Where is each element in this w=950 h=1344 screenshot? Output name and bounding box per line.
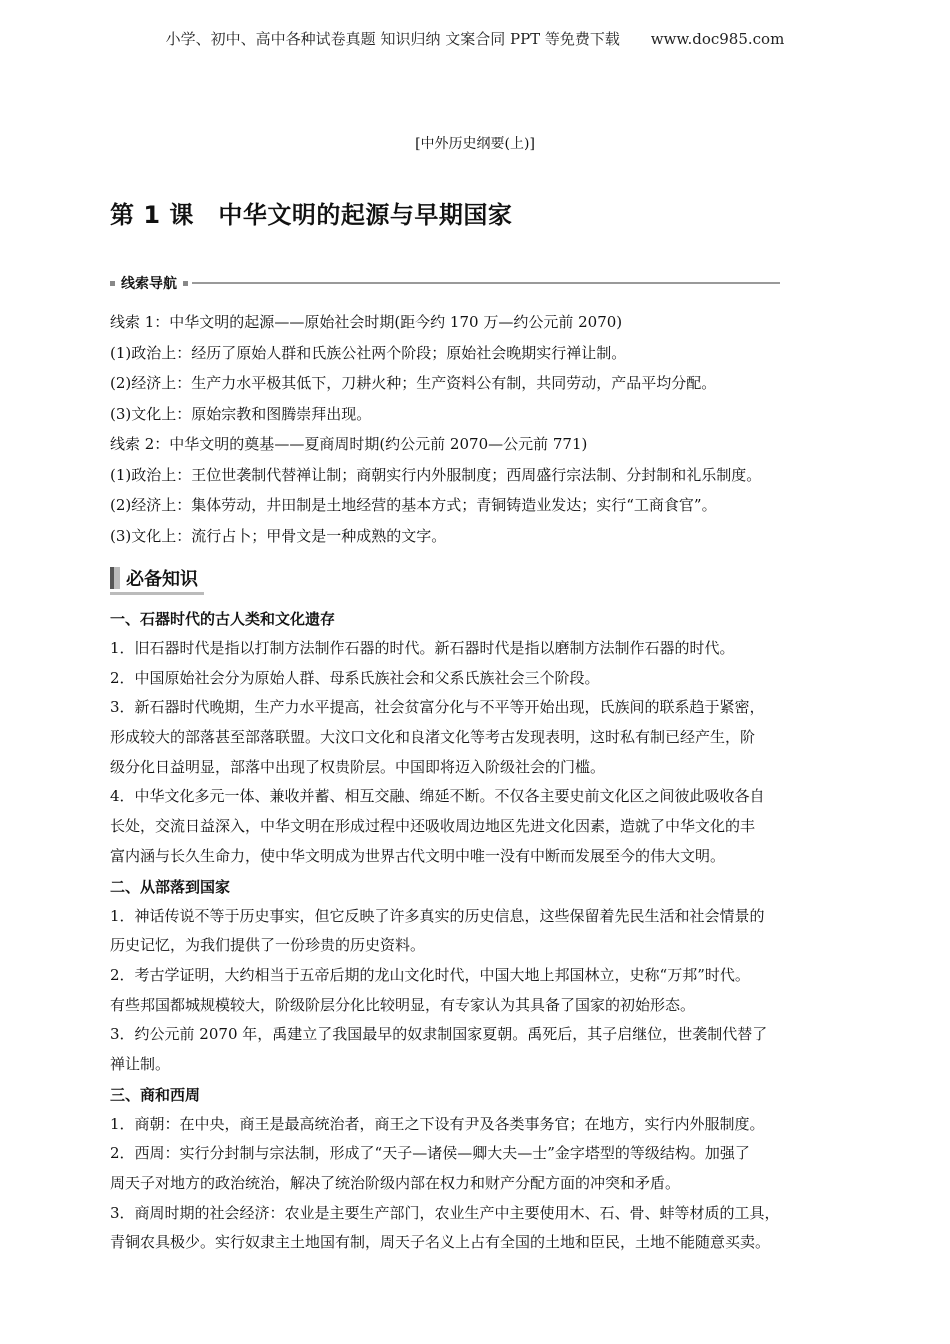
heading-bar-icon <box>110 567 120 589</box>
knowledge-item <box>110 693 855 782</box>
divider <box>192 282 780 284</box>
item-line: 级分化日益明显，部落中出现了权贵阶层。中国即将迈入阶级社会的门槛。 <box>110 757 606 776</box>
clue-line: (3)文化上：流行占卜；甲骨文是一种成熟的文字。 <box>110 526 447 545</box>
item-line: 3．商周时期的社会经济：农业是主要生产部门，农业生产中主要使用木、石、骨、蚌等材质的工具， <box>110 1203 780 1222</box>
square-bullet-icon <box>110 281 115 286</box>
item-line: 1．神话传说不等于历史事实，但它反映了许多真实的历史信息，这些保留着先民生活和社会情景的 <box>110 906 765 925</box>
knowledge-item <box>110 634 855 664</box>
item-line: 1．旧石器时代是指以打制方法制作石器的时代。新石器时代是指以磨制方法制作石器的时代。 <box>110 639 735 657</box>
page-header <box>0 28 950 49</box>
clue-list <box>110 307 855 551</box>
item-line: 周天子对地方的政治统治，解决了统治阶级内部在权力和财产分配方面的冲突和矛盾。 <box>110 1174 681 1192</box>
item-line: 禅让制。 <box>110 1054 171 1073</box>
knowledge-item <box>110 902 855 961</box>
lesson-title: 第 1 课 中华文明的起源与早期国家 <box>110 201 513 229</box>
knowledge-item <box>110 664 855 694</box>
clue-line: 线索 1：中华文明的起源——原始社会时期(距今约 170 万—约公元前 2070) <box>110 313 623 331</box>
book-subtitle <box>0 133 950 153</box>
item-line: 长处，交流日益深入，中华文明在形成过程中还吸收周边地区先进文化因素，造就了中华文化的丰 <box>110 817 756 836</box>
knowledge-heading <box>110 564 204 595</box>
item-line: 青铜农具极少。实行奴隶主土地国有制，周天子名义上占有全国的土地和臣民，土地不能随意买卖。 <box>110 1233 771 1252</box>
item-line: 3．新石器时代晚期，生产力水平提高，社会贫富分化与不平等开始出现，氏族间的联系趋于紧密， <box>110 698 765 717</box>
clue-line: (2)经济上：生产力水平极其低下，刀耕火种；生产资料公有制，共同劳动，产品平均分配。 <box>110 374 717 392</box>
header-url: www.doc985.com <box>650 30 785 48</box>
section-heading: 三、商和西周 <box>110 1085 201 1104</box>
item-line: 历史记忆，为我们提供了一份珍贵的历史资料。 <box>110 936 426 955</box>
subtitle-text: [中外历史纲要(上)] <box>415 136 535 152</box>
item-line: 3．约公元前 2070 年，禹建立了我国最早的奴隶制国家夏朝。禹死后，其子启继位，世袭制代替了 <box>110 1025 768 1044</box>
item-line: 有些邦国都城规模较大，阶级阶层分化比较明显，有专家认为其具备了国家的初始形态。 <box>110 995 696 1014</box>
item-line: 2．西周：实行分封制与宗法制，形成了“天子—诸侯—卿大夫—士”金字塔型的等级结构。加强了 <box>110 1144 750 1163</box>
clue-line: (1)政治上：王位世袭制代替禅让制；商朝实行内外服制度；西周盛行宗法制、分封制和礼乐制度。 <box>110 465 762 484</box>
knowledge-item <box>110 782 855 871</box>
clue-nav-label: 线索导航 <box>121 276 177 292</box>
section-heading: 二、从部落到国家 <box>110 877 231 896</box>
knowledge-sections <box>110 604 855 1258</box>
knowledge-item <box>110 1199 855 1258</box>
item-line: 1．商朝：在中央，商王是最高统治者，商王之下设有尹及各类事务官；在地方，实行内外服制度。 <box>110 1114 765 1133</box>
header-text: 小学、初中、高中各种试卷真题 知识归纳 文案合同 PPT 等免费下载 <box>165 30 620 48</box>
clue-line: (1)政治上：经历了原始人群和氏族公社两个阶段；原始社会晚期实行禅让制。 <box>110 343 627 362</box>
knowledge-item <box>110 1020 855 1079</box>
clue-nav-heading <box>110 272 780 294</box>
item-line: 2．考古学证明，大约相当于五帝后期的龙山文化时代，中国大地上邦国林立，史称“万邦”时代。 <box>110 965 750 984</box>
item-line: 富内涵与长久生命力，使中华文明成为世界古代文明中唯一没有中断而发展至今的伟大文明。 <box>110 846 726 865</box>
clue-line: (3)文化上：原始宗教和图腾崇拜出现。 <box>110 404 372 423</box>
knowledge-label: 必备知识 <box>126 569 198 590</box>
clue-line: 线索 2：中华文明的奠基——夏商周时期(约公元前 2070—公元前 771) <box>110 435 588 453</box>
item-line: 2．中国原始社会分为原始人群、母系氏族社会和父系氏族社会三个阶段。 <box>110 668 600 687</box>
section-heading: 一、石器时代的古人类和文化遗存 <box>110 610 336 628</box>
item-line: 4．中华文化多元一体、兼收并蓄、相互交融、绵延不断。不仅各主要史前文化区之间彼此吸收各自 <box>110 787 765 806</box>
square-bullet-icon <box>183 281 188 286</box>
knowledge-item <box>110 961 855 1020</box>
item-line: 形成较大的部落甚至部落联盟。大汶口文化和良渚文化等考古发现表明，这时私有制已经产生，阶 <box>110 728 756 747</box>
clue-line: (2)经济上：集体劳动，井田制是土地经营的基本方式；青铜铸造业发达；实行“工商食官”。 <box>110 496 717 514</box>
knowledge-item <box>110 1110 855 1140</box>
knowledge-item <box>110 1139 855 1198</box>
